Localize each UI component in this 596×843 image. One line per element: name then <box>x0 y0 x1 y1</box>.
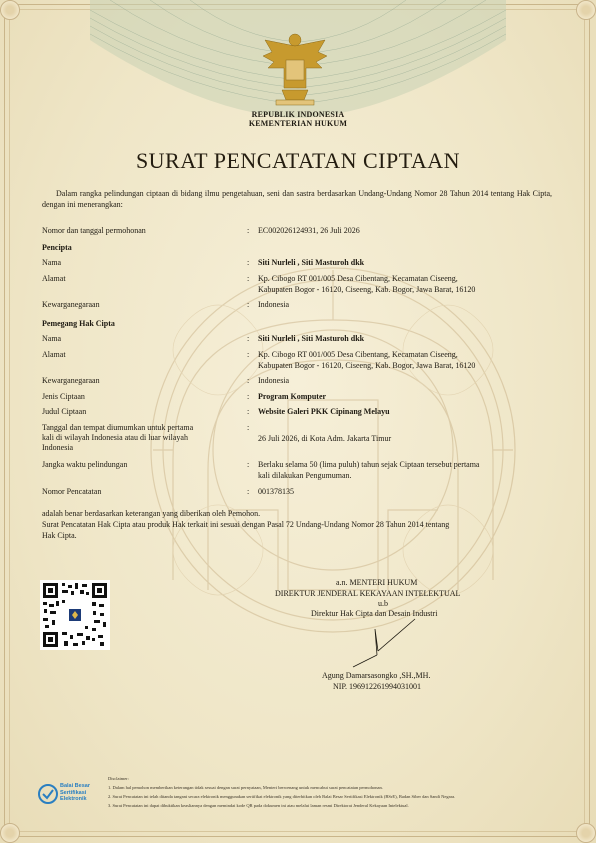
disclaimer-item-3: 3. Surat Pencatatan ini dapat dibuktikan keasliannya dengan memindai kode QR pada dokumen ini atau melalui laman resmi Direktorat Jenderal Kekayaan Intelektual. <box>108 803 409 808</box>
qr-code[interactable] <box>40 580 110 650</box>
holder-address-label: Alamat <box>42 350 66 359</box>
work-title-label: Judul Ciptaan <box>42 407 87 416</box>
signatory-name: Agung Damarsasongko ,SH.,MH. <box>322 671 431 680</box>
creator-name: Siti Nurleli , Siti Masturoh dkk <box>258 258 365 267</box>
signature-line-3: u.b <box>378 599 388 608</box>
ministry-heading: KEMENTERIAN HUKUM <box>248 119 348 128</box>
bsre-line-2: Sertifikasi <box>60 789 87 796</box>
record-number-label: Nomor Pencatatan <box>42 487 102 496</box>
corner-ornament-bottom-right <box>576 823 596 843</box>
publish-date-label-line-2: kali di wilayah Indonesia atau di luar wilayah <box>42 433 188 442</box>
disclaimer-item-2: 2. Surat Pencatatan ini telah ditanda tangani secara elektronik menggunakan sertifikat elektronik yang diterbitkan oleh Balai Besar Sertifikasi Elektronik (BSrE), Badan Siber dan Sandi Negara. <box>108 794 456 799</box>
publish-date-label-line-1: Tanggal dan tempat diumumkan untuk pertama <box>42 423 194 432</box>
colon: : <box>247 407 250 416</box>
creator-name-label: Nama <box>42 258 62 267</box>
holder-section-heading: Pemegang Hak Cipta <box>42 319 115 328</box>
creator-address-line-2: Kabupaten Bogor - 16120, Ciseeng, Kab. Bogor, Jawa Barat, 16120 <box>258 285 476 294</box>
creator-address-line-1: Kp. Cibogo RT 001/005 Desa Cibentang, Kecamatan Ciseeng, <box>258 274 458 283</box>
work-type: Program Komputer <box>258 392 327 401</box>
colon: : <box>247 487 250 496</box>
colon: : <box>247 376 250 385</box>
work-title: Website Galeri PKK Cipinang Melayu <box>258 407 390 416</box>
garuda-emblem-icon <box>260 30 330 106</box>
intro-paragraph: Dalam rangka pelindungan ciptaan di bidang ilmu pengetahuan, seni dan sastra berdasarkan Undang-Undang Nomor 28 Tahun 2014 tentang Hak Cipta, dengan ini menerangkan: <box>42 189 552 209</box>
record-number: 001378135 <box>258 487 294 496</box>
signature-line-1: a.n. MENTERI HUKUM <box>336 578 418 587</box>
bsre-line-3: Elektronik <box>60 796 87 802</box>
creator-section-heading: Pencipta <box>42 243 72 252</box>
disclaimer-item-1: 1. Dalam hal pemohon memberikan keterangan tidak sesuai dengan surat pernyataan, Menteri berwenang untuk mencabut surat pencatatan permohonan. <box>108 785 383 790</box>
holder-address-line-2: Kabupaten Bogor - 16120, Ciseeng, Kab. Bogor, Jawa Barat, 16120 <box>258 361 476 370</box>
signatory-nip: NIP. 196912261994031001 <box>333 682 422 691</box>
work-type-label: Jenis Ciptaan <box>42 392 85 401</box>
application-value: EC002026124931, 26 Juli 2026 <box>258 226 360 235</box>
signature-line-4: Direktur Hak Cipta dan Desain Industri <box>311 609 438 618</box>
signature-line-2: DIREKTUR JENDERAL KEKAYAAN INTELEKTUAL <box>275 589 461 598</box>
colon: : <box>247 423 250 432</box>
colon: : <box>247 300 250 309</box>
holder-address-line-1: Kp. Cibogo RT 001/005 Desa Cibentang, Kecamatan Ciseeng, <box>258 350 458 359</box>
creator-address-label: Alamat <box>42 274 66 283</box>
colon: : <box>247 226 250 235</box>
creator-nationality: Indonesia <box>258 300 290 309</box>
republic-heading: REPUBLIK INDONESIA <box>251 110 345 119</box>
closing-line-2: Surat Pencatatan Hak Cipta atau produk Hak terkait ini sesuai dengan Pasal 72 Undang-Undang Nomor 28 Tahun 2014 tentang <box>42 520 450 529</box>
creator-nationality-label: Kewarganegaraan <box>42 300 100 309</box>
bsre-line-1: Balai Besar <box>60 783 90 789</box>
colon: : <box>247 392 250 401</box>
closing-line-3: Hak Cipta. <box>42 531 77 540</box>
protection-period-line-1: Berlaku selama 50 (lima puluh) tahun sejak Ciptaan tersebut pertama <box>258 460 480 469</box>
publish-date: 26 Juli 2026, di Kota Adm. Jakarta Timur <box>258 434 392 443</box>
closing-line-1: adalah benar berdasarkan keterangan yang diberikan oleh Pemohon. <box>42 509 261 518</box>
ministry-watermark <box>128 260 538 640</box>
protection-period-label: Jangka waktu pelindungan <box>42 460 128 469</box>
corner-ornament-bottom-left <box>0 823 20 843</box>
holder-nationality-label: Kewarganegaraan <box>42 376 100 385</box>
corner-ornament-top-left <box>0 0 20 20</box>
bsre-icon <box>38 784 58 804</box>
colon: : <box>247 350 250 359</box>
colon: : <box>247 258 250 267</box>
signature-mark <box>345 615 425 670</box>
holder-name-label: Nama <box>42 334 62 343</box>
disclaimer-heading: Disclaimer: <box>108 776 129 781</box>
corner-ornament-top-right <box>576 0 596 20</box>
holder-nationality: Indonesia <box>258 376 290 385</box>
document-title: SURAT PENCATATAN CIPTAAN <box>135 148 461 173</box>
colon: : <box>247 334 250 343</box>
bsre-logo <box>38 782 98 808</box>
publish-date-label-line-3: Indonesia <box>42 443 74 452</box>
holder-name: Siti Nurleli , Siti Masturoh dkk <box>258 334 365 343</box>
colon: : <box>247 274 250 283</box>
protection-period-line-2: kali dilakukan Pengumuman. <box>258 471 352 480</box>
colon: : <box>247 460 250 469</box>
application-label: Nomor dan tanggal permohonan <box>42 226 146 235</box>
